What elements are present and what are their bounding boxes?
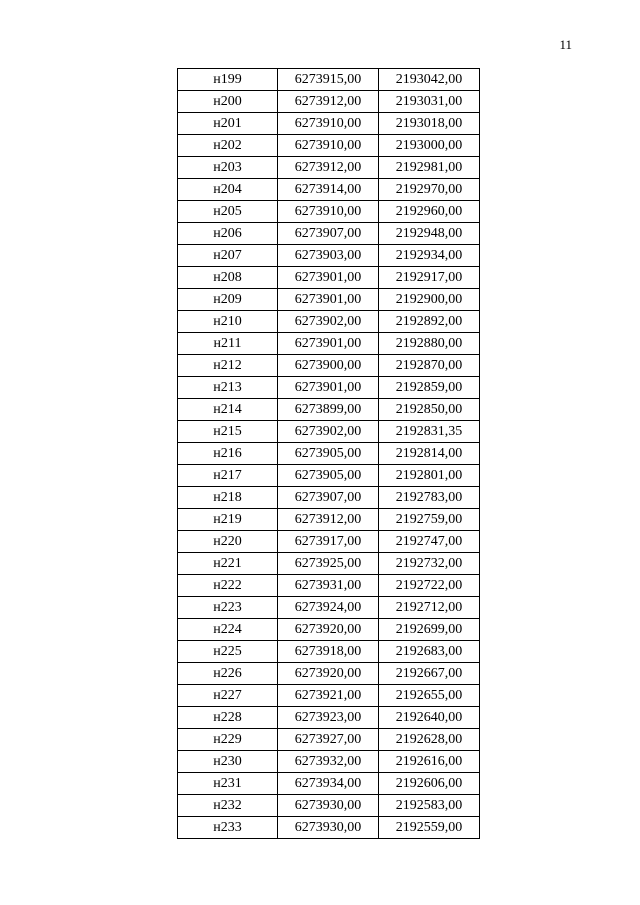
table-row: [178, 223, 480, 245]
point-number-cell: н202: [178, 135, 278, 157]
point-number-cell: н204: [178, 179, 278, 201]
y-coordinate-cell: 2192981,00: [379, 157, 480, 179]
point-number-cell: н217: [178, 465, 278, 487]
x-coordinate-cell: 6273912,00: [278, 91, 379, 113]
point-number-cell: н216: [178, 443, 278, 465]
page-number: 11: [559, 37, 572, 52]
point-number-cell: н206: [178, 223, 278, 245]
table-row: [178, 619, 480, 641]
point-number-cell: н228: [178, 707, 278, 729]
x-coordinate-cell: 6273907,00: [278, 223, 379, 245]
table-row: [178, 531, 480, 553]
table-row: [178, 817, 480, 839]
x-coordinate-cell: 6273931,00: [278, 575, 379, 597]
y-coordinate-cell: 2192859,00: [379, 377, 480, 399]
x-coordinate-cell: 6273905,00: [278, 443, 379, 465]
x-coordinate-cell: 6273902,00: [278, 311, 379, 333]
table-row: [178, 311, 480, 333]
x-coordinate-cell: 6273920,00: [278, 619, 379, 641]
y-coordinate-cell: 2192699,00: [379, 619, 480, 641]
table-row: [178, 289, 480, 311]
table-row: [178, 553, 480, 575]
point-number-cell: н223: [178, 597, 278, 619]
y-coordinate-cell: 2192667,00: [379, 663, 480, 685]
y-coordinate-cell: 2192814,00: [379, 443, 480, 465]
x-coordinate-cell: 6273925,00: [278, 553, 379, 575]
table-row: [178, 795, 480, 817]
point-number-cell: н211: [178, 333, 278, 355]
x-coordinate-cell: 6273903,00: [278, 245, 379, 267]
point-number-cell: н218: [178, 487, 278, 509]
x-coordinate-cell: 6273915,00: [278, 69, 379, 91]
x-coordinate-cell: 6273901,00: [278, 289, 379, 311]
y-coordinate-cell: 2193018,00: [379, 113, 480, 135]
x-coordinate-cell: 6273901,00: [278, 267, 379, 289]
table-row: [178, 113, 480, 135]
table-row: [178, 399, 480, 421]
x-coordinate-cell: 6273899,00: [278, 399, 379, 421]
x-coordinate-cell: 6273927,00: [278, 729, 379, 751]
table-row: [178, 245, 480, 267]
x-coordinate-cell: 6273930,00: [278, 817, 379, 839]
table-row: [178, 179, 480, 201]
y-coordinate-cell: 2192640,00: [379, 707, 480, 729]
table-row: [178, 487, 480, 509]
x-coordinate-cell: 6273923,00: [278, 707, 379, 729]
x-coordinate-cell: 6273910,00: [278, 135, 379, 157]
point-number-cell: н209: [178, 289, 278, 311]
y-coordinate-cell: 2192900,00: [379, 289, 480, 311]
y-coordinate-cell: 2192831,35: [379, 421, 480, 443]
point-number-cell: н215: [178, 421, 278, 443]
x-coordinate-cell: 6273917,00: [278, 531, 379, 553]
point-number-cell: н201: [178, 113, 278, 135]
x-coordinate-cell: 6273912,00: [278, 509, 379, 531]
point-number-cell: н210: [178, 311, 278, 333]
y-coordinate-cell: 2193042,00: [379, 69, 480, 91]
y-coordinate-cell: 2192850,00: [379, 399, 480, 421]
table-row: [178, 509, 480, 531]
table-row: [178, 91, 480, 113]
table-row: [178, 201, 480, 223]
point-number-cell: н205: [178, 201, 278, 223]
table-row: [178, 355, 480, 377]
y-coordinate-cell: 2192712,00: [379, 597, 480, 619]
point-number-cell: н231: [178, 773, 278, 795]
table-row: [178, 465, 480, 487]
point-number-cell: н200: [178, 91, 278, 113]
y-coordinate-cell: 2192606,00: [379, 773, 480, 795]
y-coordinate-cell: 2192917,00: [379, 267, 480, 289]
y-coordinate-cell: 2192960,00: [379, 201, 480, 223]
table-row: [178, 729, 480, 751]
x-coordinate-cell: 6273918,00: [278, 641, 379, 663]
y-coordinate-cell: 2192892,00: [379, 311, 480, 333]
y-coordinate-cell: 2192747,00: [379, 531, 480, 553]
point-number-cell: н199: [178, 69, 278, 91]
table-row: [178, 135, 480, 157]
point-number-cell: н232: [178, 795, 278, 817]
point-number-cell: н229: [178, 729, 278, 751]
point-number-cell: н207: [178, 245, 278, 267]
y-coordinate-cell: 2192722,00: [379, 575, 480, 597]
point-number-cell: н225: [178, 641, 278, 663]
x-coordinate-cell: 6273907,00: [278, 487, 379, 509]
y-coordinate-cell: 2192759,00: [379, 509, 480, 531]
table-row: [178, 685, 480, 707]
point-number-cell: н203: [178, 157, 278, 179]
table-row: [178, 707, 480, 729]
x-coordinate-cell: 6273914,00: [278, 179, 379, 201]
table-row: [178, 377, 480, 399]
y-coordinate-cell: 2192934,00: [379, 245, 480, 267]
table-row: [178, 267, 480, 289]
y-coordinate-cell: 2192583,00: [379, 795, 480, 817]
table-row: [178, 157, 480, 179]
y-coordinate-cell: 2192948,00: [379, 223, 480, 245]
table-row: [178, 597, 480, 619]
y-coordinate-cell: 2192683,00: [379, 641, 480, 663]
x-coordinate-cell: 6273910,00: [278, 113, 379, 135]
point-number-cell: н212: [178, 355, 278, 377]
point-number-cell: н214: [178, 399, 278, 421]
x-coordinate-cell: 6273924,00: [278, 597, 379, 619]
table-row: [178, 575, 480, 597]
y-coordinate-cell: 2193000,00: [379, 135, 480, 157]
y-coordinate-cell: 2192880,00: [379, 333, 480, 355]
coordinates-table: [177, 68, 480, 839]
x-coordinate-cell: 6273930,00: [278, 795, 379, 817]
x-coordinate-cell: 6273920,00: [278, 663, 379, 685]
y-coordinate-cell: 2192783,00: [379, 487, 480, 509]
x-coordinate-cell: 6273910,00: [278, 201, 379, 223]
x-coordinate-cell: 6273905,00: [278, 465, 379, 487]
x-coordinate-cell: 6273912,00: [278, 157, 379, 179]
coordinates-table-body: [178, 69, 480, 839]
table-row: [178, 663, 480, 685]
y-coordinate-cell: 2192801,00: [379, 465, 480, 487]
table-row: [178, 443, 480, 465]
x-coordinate-cell: 6273900,00: [278, 355, 379, 377]
y-coordinate-cell: 2192655,00: [379, 685, 480, 707]
point-number-cell: н227: [178, 685, 278, 707]
y-coordinate-cell: 2192732,00: [379, 553, 480, 575]
y-coordinate-cell: 2192870,00: [379, 355, 480, 377]
table-row: [178, 641, 480, 663]
point-number-cell: н208: [178, 267, 278, 289]
y-coordinate-cell: 2192970,00: [379, 179, 480, 201]
table-row: [178, 773, 480, 795]
point-number-cell: н221: [178, 553, 278, 575]
point-number-cell: н219: [178, 509, 278, 531]
x-coordinate-cell: 6273934,00: [278, 773, 379, 795]
y-coordinate-cell: 2192616,00: [379, 751, 480, 773]
x-coordinate-cell: 6273921,00: [278, 685, 379, 707]
x-coordinate-cell: 6273901,00: [278, 333, 379, 355]
x-coordinate-cell: 6273932,00: [278, 751, 379, 773]
point-number-cell: н220: [178, 531, 278, 553]
x-coordinate-cell: 6273901,00: [278, 377, 379, 399]
point-number-cell: н222: [178, 575, 278, 597]
point-number-cell: н213: [178, 377, 278, 399]
point-number-cell: н230: [178, 751, 278, 773]
x-coordinate-cell: 6273902,00: [278, 421, 379, 443]
table-row: [178, 333, 480, 355]
point-number-cell: н233: [178, 817, 278, 839]
table-row: [178, 751, 480, 773]
table-row: [178, 69, 480, 91]
y-coordinate-cell: 2193031,00: [379, 91, 480, 113]
point-number-cell: н226: [178, 663, 278, 685]
point-number-cell: н224: [178, 619, 278, 641]
table-row: [178, 421, 480, 443]
y-coordinate-cell: 2192628,00: [379, 729, 480, 751]
y-coordinate-cell: 2192559,00: [379, 817, 480, 839]
